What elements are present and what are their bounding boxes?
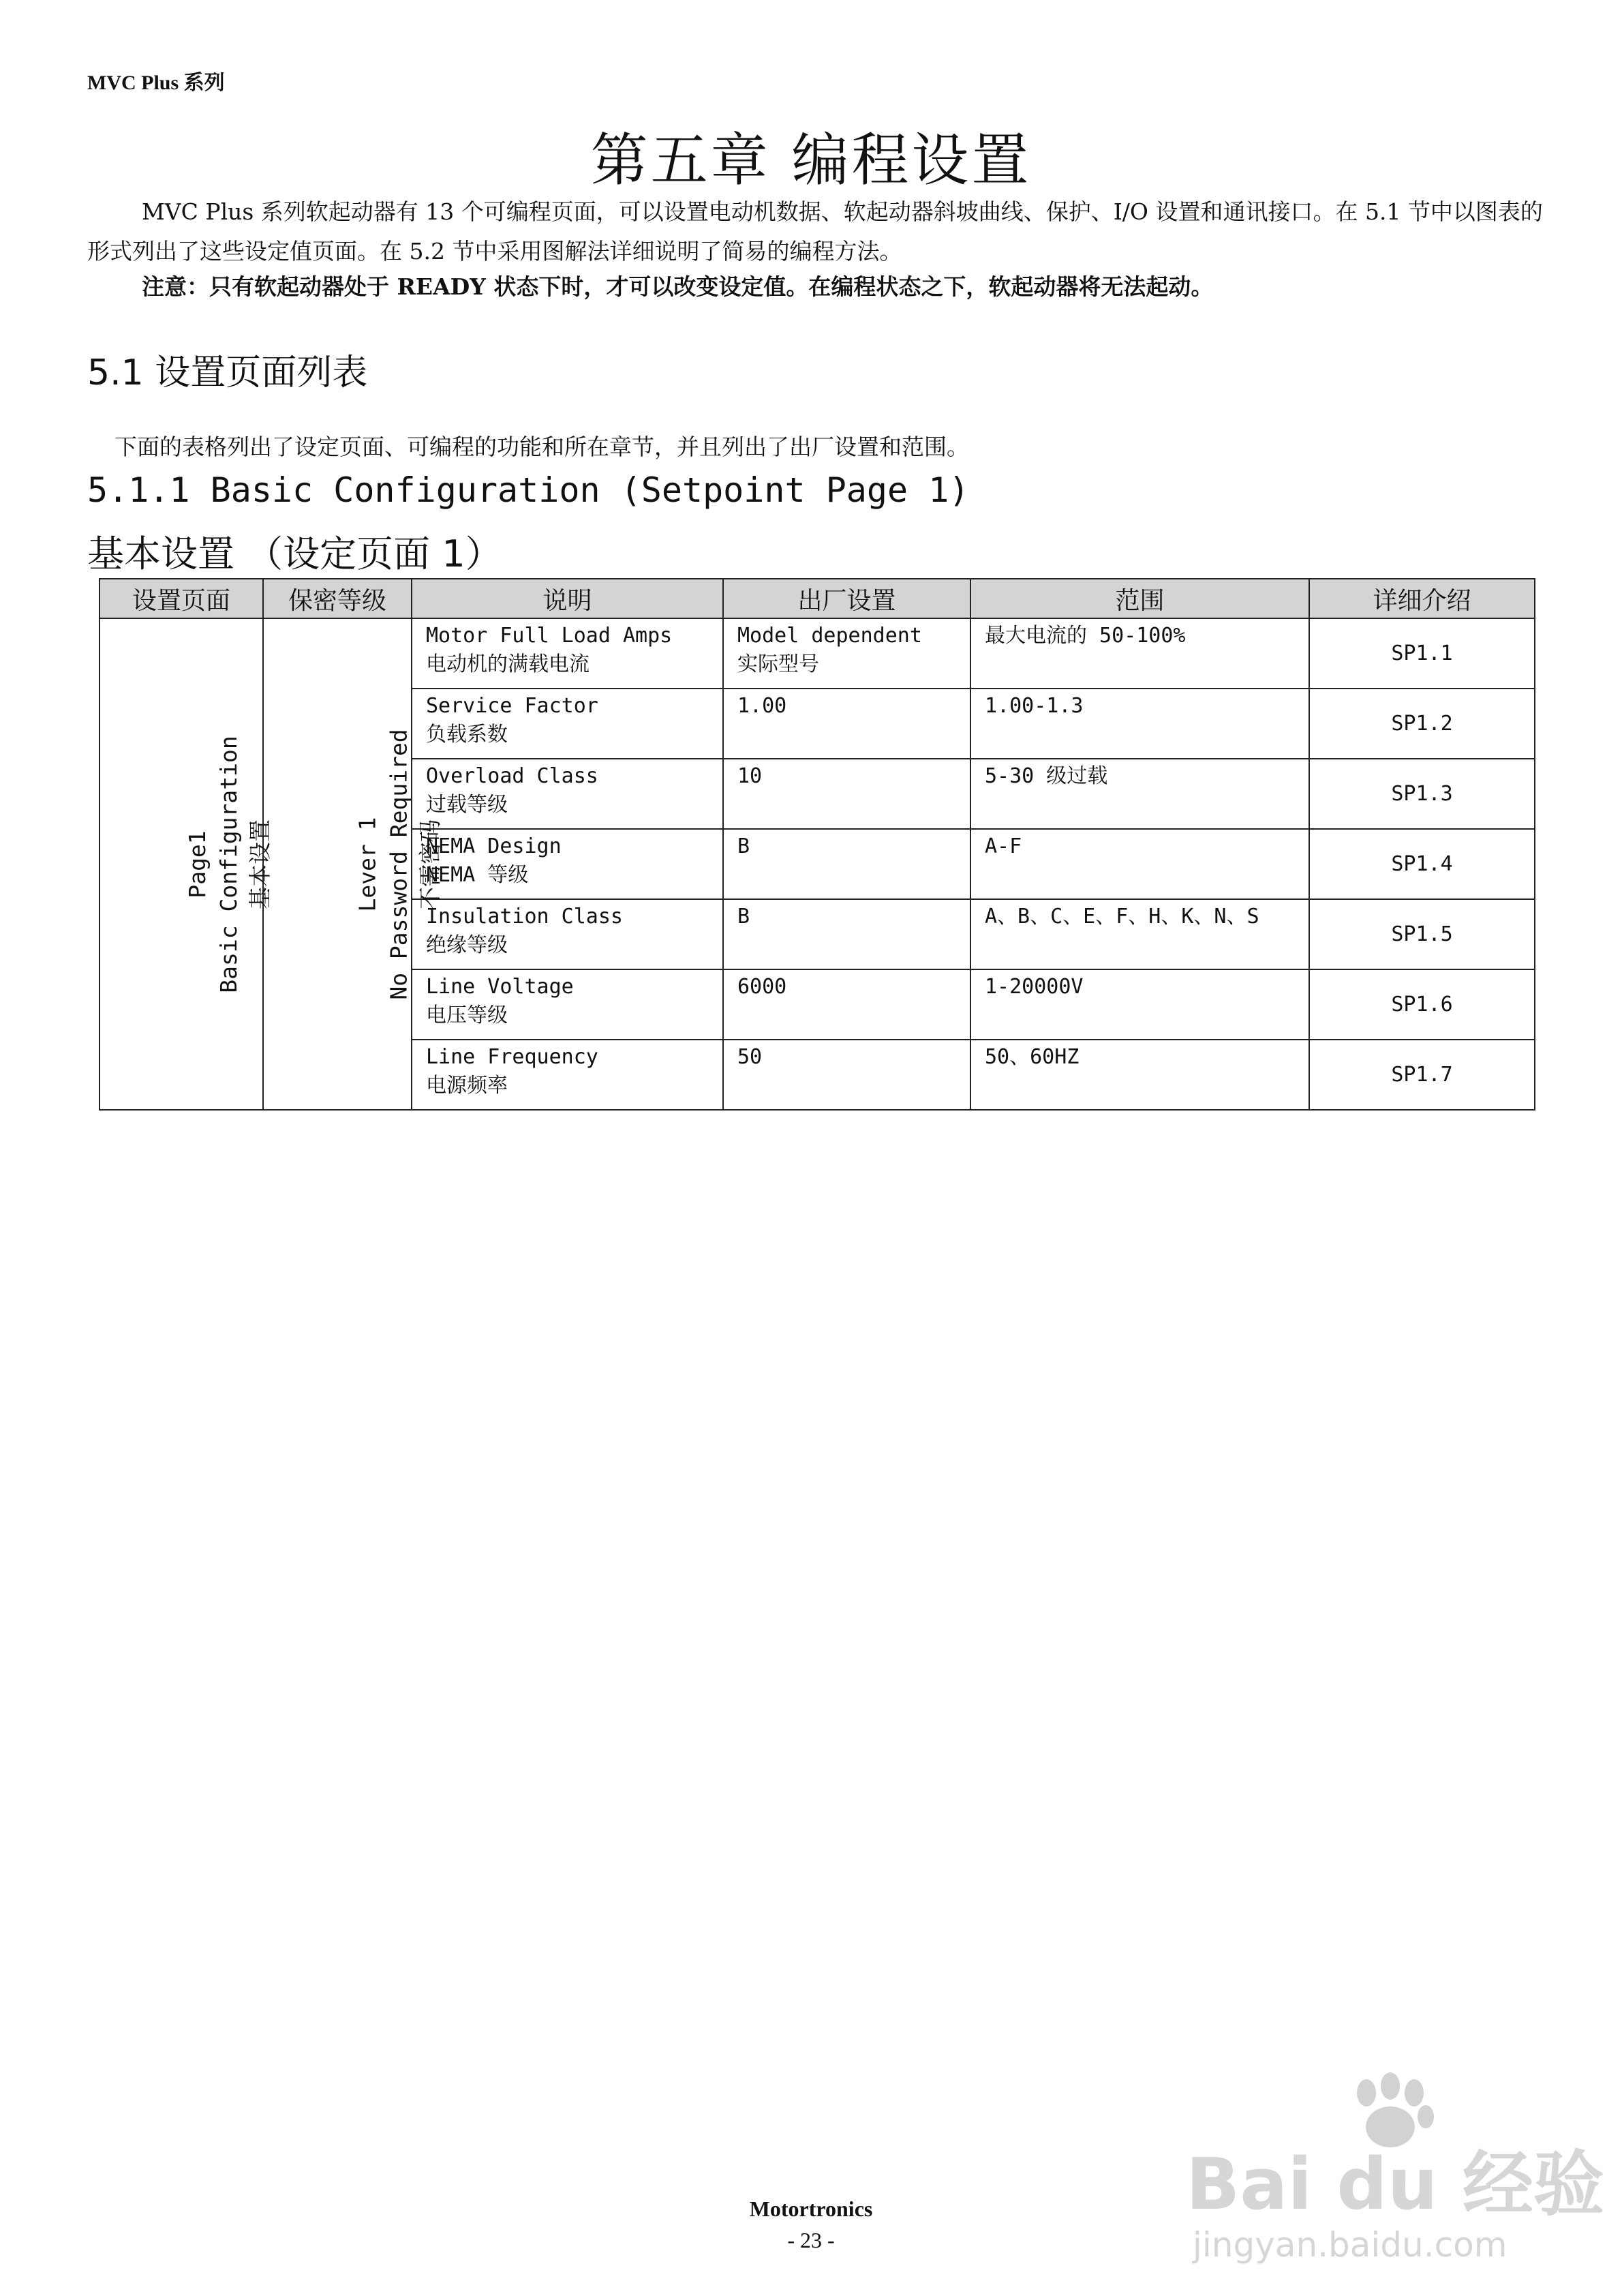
- description-cn: 电压等级: [426, 1003, 508, 1027]
- description-cn: 电动机的满载电流: [426, 652, 590, 676]
- chapter-title: 第五章 编程设置: [590, 127, 1032, 194]
- detail-cell: SP1.6: [1309, 969, 1535, 1040]
- range-cell: 最大电流的 50-100%: [970, 618, 1309, 689]
- page-header-series: MVC Plus 系列: [87, 72, 225, 94]
- description-cn: 过载等级: [426, 793, 508, 817]
- subsection-title-en: 5.1.1 Basic Configuration (Setpoint Page 1): [87, 470, 970, 510]
- range-cell: A、B、C、E、F、H、K、N、S: [970, 899, 1309, 969]
- level-cell-text: [352, 729, 446, 999]
- description-cn: NEMA 等级: [426, 863, 529, 887]
- detail-cell: SP1.5: [1309, 899, 1535, 969]
- subsection-title-cn: 基本设置 （设定页面 1）: [87, 532, 502, 575]
- description-cell: [412, 689, 723, 759]
- description-en: Motor Full Load Amps: [426, 624, 673, 648]
- page-cell-line: Page1: [183, 830, 211, 898]
- level-cell-line: 不需密码: [416, 819, 444, 909]
- level-cell-line: Lever 1: [354, 816, 381, 912]
- footer-brand: Motortronics: [749, 2196, 873, 2221]
- description-cn: 负载系数: [426, 723, 508, 746]
- default-value: Model dependent: [737, 624, 922, 648]
- description-cell: [412, 1040, 723, 1110]
- range-cell: A-F: [970, 829, 1309, 899]
- page-cell: [100, 618, 273, 1110]
- col-header-security-level: 保密等级: [263, 579, 412, 618]
- default-cell: 10: [723, 759, 970, 829]
- range-cell: 5-30 级过载: [970, 759, 1309, 829]
- watermark-logo-text: Bai du 经验: [1186, 2143, 1604, 2226]
- section-title: 5.1 设置页面列表: [87, 352, 368, 393]
- range-cell: 50、60HZ: [970, 1040, 1309, 1110]
- description-en: Line Frequency: [426, 1045, 598, 1069]
- table-intro: 下面的表格列出了设定页面、可编程的功能和所在章节，并且列出了出厂设置和范围。: [114, 434, 969, 460]
- default-cell: [723, 618, 970, 689]
- default-cell: 50: [723, 1040, 970, 1110]
- page-cell-line: Basic Configuration: [215, 735, 242, 993]
- description-en: Line Voltage: [426, 975, 574, 999]
- description-cell: [412, 759, 723, 829]
- description-cn: 绝缘等级: [426, 933, 508, 957]
- default-cell: 1.00: [723, 689, 970, 759]
- page-cell-line: 基本设置: [246, 819, 273, 909]
- range-cell: 1.00-1.3: [970, 689, 1309, 759]
- default-cell: B: [723, 899, 970, 969]
- paw-icon: [1357, 2072, 1434, 2147]
- description-cell: [412, 618, 723, 689]
- description-cn: 电源频率: [426, 1074, 508, 1098]
- detail-cell: SP1.4: [1309, 829, 1535, 899]
- description-en: Insulation Class: [426, 905, 623, 928]
- description-en: Overload Class: [426, 764, 598, 788]
- col-header-range: 范围: [970, 579, 1309, 618]
- detail-cell: SP1.7: [1309, 1040, 1535, 1110]
- level-cell-line: No Password Required: [385, 728, 412, 1000]
- level-cell: [263, 618, 444, 1110]
- intro-paragraph: [87, 192, 1546, 271]
- default-note: 实际型号: [737, 652, 819, 676]
- default-cell: B: [723, 829, 970, 899]
- watermark-url: jingyan.baidu.com: [1193, 2225, 1508, 2265]
- detail-cell: SP1.2: [1309, 689, 1535, 759]
- description-cell: [412, 969, 723, 1040]
- page-cell-text: [182, 736, 276, 993]
- description-en: NEMA Design: [426, 834, 562, 858]
- description-en: Service Factor: [426, 694, 598, 718]
- note-text: 注意：只有软起动器处于 READY 状态下时，才可以改变设定值。在编程状态之下，软起动器将无法起动。: [142, 273, 1214, 300]
- table-row: [100, 618, 1535, 689]
- detail-cell: SP1.3: [1309, 759, 1535, 829]
- footer-page-number: - 23 -: [787, 2228, 835, 2252]
- description-cell: [412, 829, 723, 899]
- col-header-description: 说明: [412, 579, 723, 618]
- setpoint-table: [99, 578, 1535, 1111]
- description-cell: [412, 899, 723, 969]
- col-header-page: 设置页面: [100, 579, 263, 618]
- default-cell: 6000: [723, 969, 970, 1040]
- detail-cell: SP1.1: [1309, 618, 1535, 689]
- col-header-factory-default: 出厂设置: [723, 579, 970, 618]
- intro-text: MVC Plus 系列软起动器有 13 个可编程页面，可以设置电动机数据、软起动器斜坡曲线、保护、I/O 设置和通讯接口。在 5.1 节中以图表的形式列出了这些设定值页面。在 5.2 节中采用图解法详细说明了简易的编程方法。: [87, 198, 1543, 265]
- table-header-row: [100, 579, 1535, 618]
- range-cell: 1-20000V: [970, 969, 1309, 1040]
- col-header-detail: 详细介绍: [1309, 579, 1535, 618]
